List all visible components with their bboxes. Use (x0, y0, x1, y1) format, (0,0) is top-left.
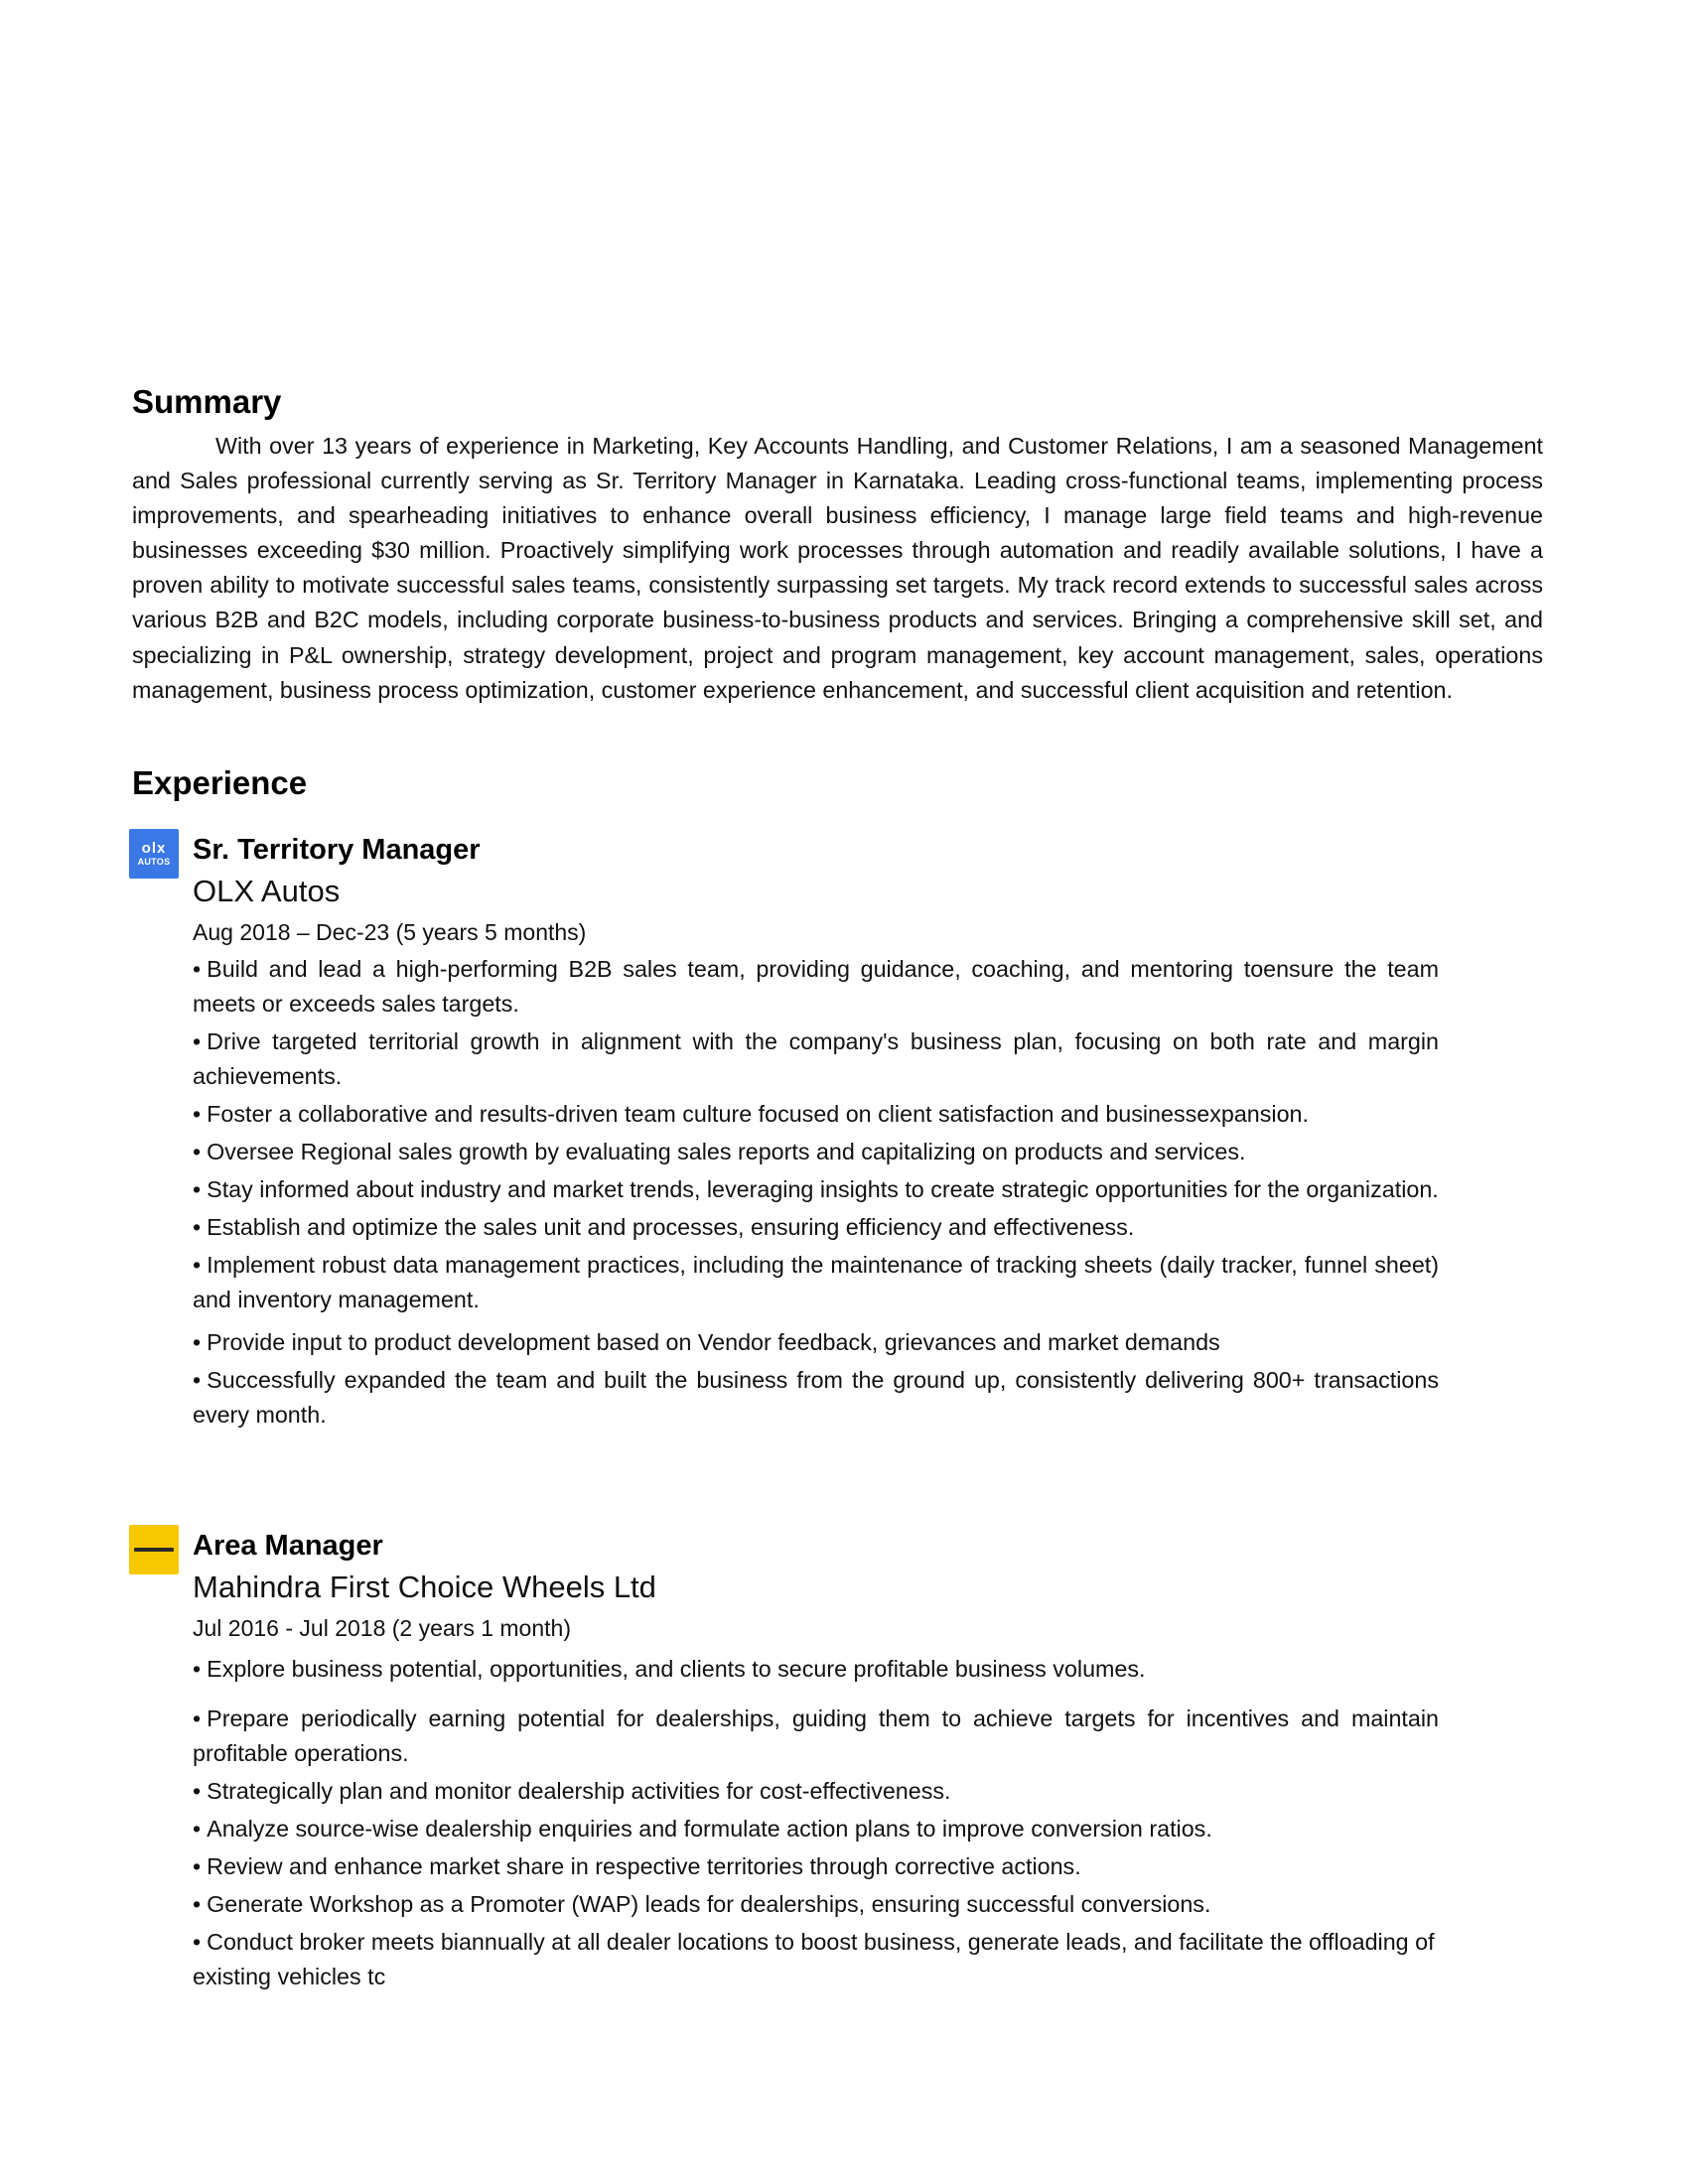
responsibility-list (193, 952, 1439, 1433)
list-item: • Provide input to product development based on Vendor feedback, grievances and market demands (193, 1329, 1220, 1355)
olx-autos-logo: olx AUTOS (129, 829, 179, 879)
list-item: • Establish and optimize the sales unit and processes, ensuring efficiency and effectiveness. (193, 1214, 1135, 1240)
list-item: • Foster a collaborative and results-driven team culture focused on client satisfaction and businessexpansion. (193, 1101, 1309, 1127)
list-item: • Successfully expanded the team and built the business from the ground up, consistently delivering 800+ transactions every month. (193, 1367, 1439, 1428)
company-name: OLX Autos (193, 874, 341, 908)
job-details (193, 1525, 1450, 1997)
list-item: • Oversee Regional sales growth by evaluating sales reports and capitalizing on products and services. (193, 1139, 1246, 1164)
mahindra-first-choice-logo (129, 1525, 179, 1574)
list-item: • Review and enhance market share in respective territories through corrective actions. (193, 1853, 1081, 1879)
job-title: Area Manager (193, 1530, 383, 1562)
list-item: • Prepare periodically earning potential for dealerships, guiding them to achieve targets for incentives and maintain profitable operations. (193, 1706, 1439, 1766)
experience-heading: Experience (132, 764, 308, 801)
logo-stripe (134, 1548, 174, 1552)
list-item: • Build and lead a high-performing B2B sales team, providing guidance, coaching, and mentoring toensure the team meets or exceeds sales targets. (193, 956, 1439, 1017)
list-item: • Strategically plan and monitor dealership activities for cost-effectiveness. (193, 1778, 951, 1804)
list-item: • Drive targeted territorial growth in alignment with the company's business plan, focusing on both rate and margin achievements. (193, 1028, 1439, 1089)
list-item: • Stay informed about industry and market trends, leveraging insights to create strategic opportunities for the organization. (193, 1176, 1439, 1202)
job-title: Sr. Territory Manager (193, 834, 481, 866)
job-details (193, 829, 1450, 1435)
list-item: • Analyze source-wise dealership enquiries and formulate action plans to improve conversion ratios. (193, 1816, 1212, 1842)
list-item: • Generate Workshop as a Promoter (WAP) leads for dealerships, ensuring successful conversions. (193, 1891, 1211, 1917)
list-item: • Explore business potential, opportunities, and clients to secure profitable business volumes. (193, 1656, 1146, 1682)
summary-heading: Summary (132, 383, 282, 420)
company-name: Mahindra First Choice Wheels Ltd (193, 1570, 656, 1604)
employment-dates: Aug 2018 – Dec-23 (5 years 5 months) (193, 919, 587, 945)
employment-dates: Jul 2016 - Jul 2018 (2 years 1 month) (193, 1615, 571, 1641)
responsibility-list (193, 1652, 1439, 1994)
list-item: • Conduct broker meets biannually at all dealer locations to boost business, generate leads, and facilitate the offloading of existing vehicles tc (193, 1929, 1435, 1989)
summary-paragraph: With over 13 years of experience in Marketing, Key Accounts Handling, and Customer Relations, I am a seasoned Management and Sales professional currently serving as Sr. Territory Manager in Karnataka. Leading cross-functional teams, implementing process improvements, and spearheading initiatives to enhance overall business efficiency, I manage large field teams and high-revenue businesses exceeding $30 million. Proactively simplifying work processes through automation and readily available solutions, I have a proven ability to motivate successful sales teams, consistently surpassing set targets. My track record extends to successful sales across various B2B and B2C models, including corporate business-to-business products and services. Bringing a comprehensive skill set, and specializing in P&L ownership, strategy development, project and program management, key account management, sales, operations management, business process optimization, customer experience enhancement, and successful client acquisition and retention. (132, 433, 1543, 703)
list-item: • Implement robust data management practices, including the maintenance of tracking sheets (daily tracker, funnel sheet) and inventory management. (193, 1252, 1439, 1312)
